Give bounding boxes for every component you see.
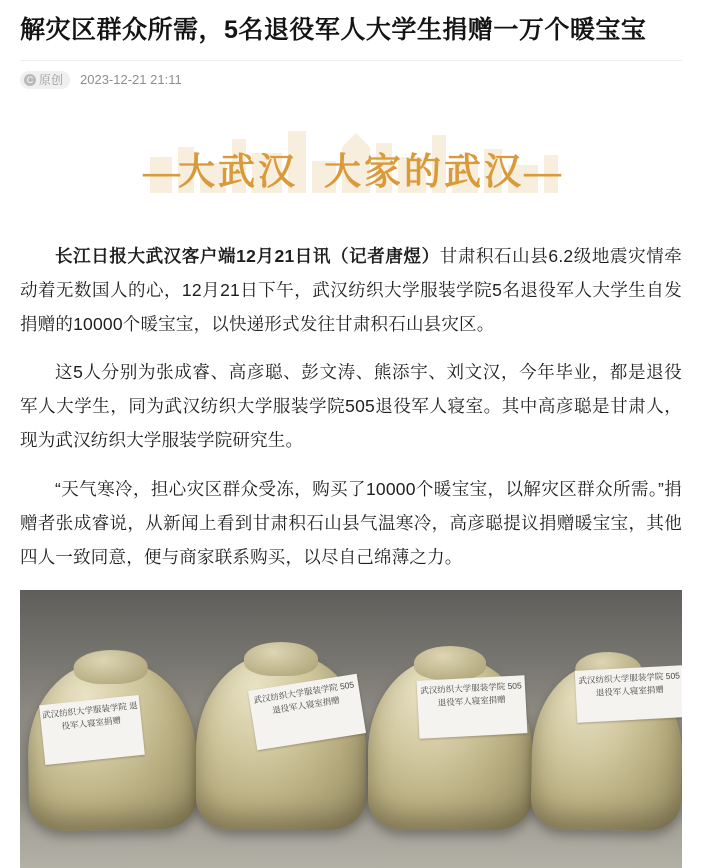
sack-label-1: 武汉纺织大学服装学院 退役军人寝室捐赠 [39, 695, 145, 765]
copyright-icon: C [24, 74, 36, 86]
sack-label-4: 武汉纺织大学服装学院 505 退役军人寝室捐赠 [575, 665, 682, 723]
paragraph-2 [20, 355, 682, 457]
banner [20, 115, 682, 225]
badge-label: 原创 [39, 72, 64, 87]
paragraph-3-text: “天气寒冷，担心灾区群众受冻，购买了10000个暖宝宝，以解灾区群众所需。”捐赠者张成睿说，从新闻上看到甘肃积石山县气温寒冷，高彦聪提议捐赠暖宝宝，其他四人一致同意，便与商家联系购买，以尽自己绵薄之力。 [20, 478, 682, 567]
banner-dash-right: — [524, 151, 559, 193]
paragraph-1-text: 甘肃积石山县6.2级地震灾情牵动着无数国人的心，12月21日下午，武汉纺织大学服装学院5名退役军人大学生自发捐赠的10000个暖宝宝，以快递形式发往甘肃积石山县灾区。 [20, 245, 683, 334]
paragraph-1 [20, 239, 682, 341]
paragraph-3 [20, 472, 682, 574]
paragraph-1-lead: 长江日报大武汉客户端12月21日讯（记者唐煜） [55, 245, 440, 266]
article-meta [20, 60, 682, 93]
photo-background [20, 590, 682, 868]
sack-label-2: 武汉纺织大学服装学院 505 退役军人寝室捐赠 [248, 674, 366, 750]
sack-label-3: 武汉纺织大学服装学院 505 退役军人寝室捐赠 [417, 675, 528, 739]
sack-tie [73, 649, 147, 684]
page-title: 解灾区群众所需，5名退役军人大学生捐赠一万个暖宝宝 [20, 16, 647, 44]
banner-text-left: 大武汉 [178, 151, 298, 193]
article-body [20, 239, 682, 574]
banner-headline [20, 141, 682, 195]
banner-dash-left: — [143, 151, 178, 193]
paragraph-2-text: 这5人分别为张成睿、高彦聪、彭文涛、熊添宇、刘文汉，今年毕业，都是退役军人大学生，同为武汉纺织大学服装学院505退役军人寝室。其中高彦聪是甘肃人，现为武汉纺织大学服装学院研究生。 [20, 362, 682, 451]
publish-date: 2023-12-21 21:11 [80, 72, 182, 88]
banner-text-right: 大家的武汉 [324, 151, 524, 193]
donation-sacks-photo [20, 590, 682, 868]
sack-tie [244, 642, 319, 676]
status-badge [20, 71, 70, 89]
article-page [0, 8, 702, 868]
sack-tie [414, 646, 486, 680]
